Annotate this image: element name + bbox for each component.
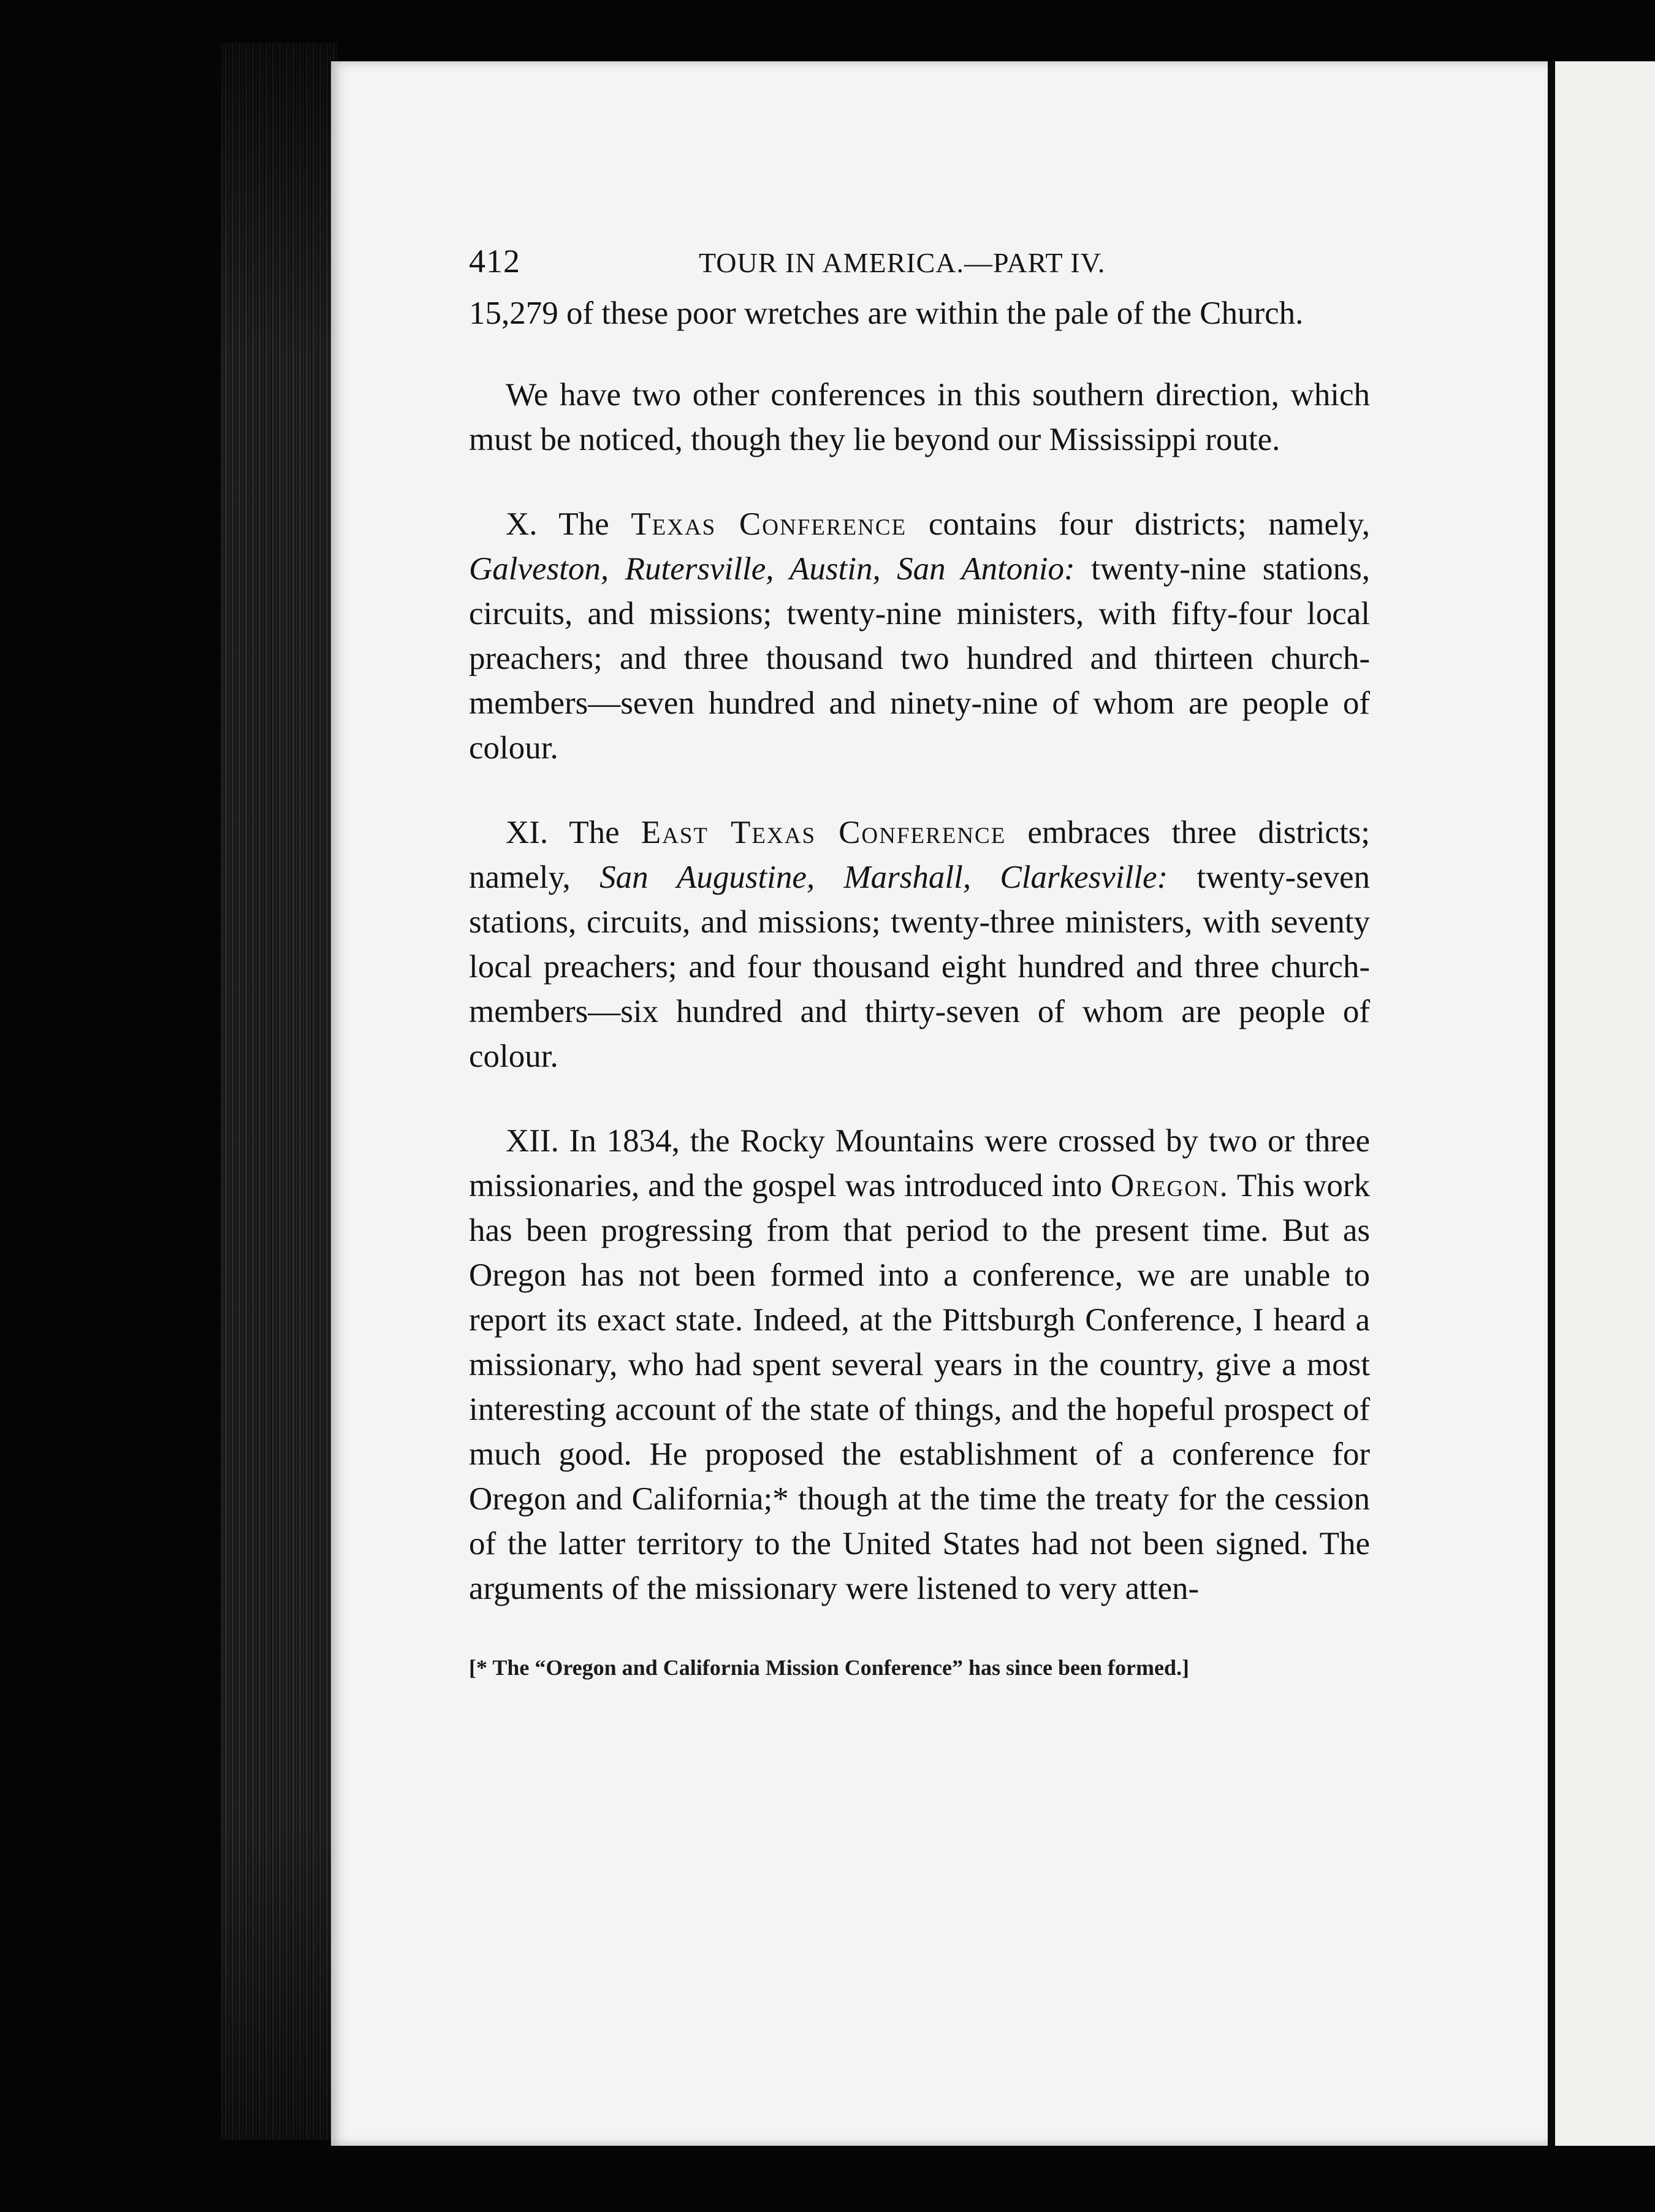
running-title: TOUR IN AMERICA.—PART IV. — [699, 247, 1106, 278]
paragraph-text: XII. In 1834, the Rocky Mountains were crossed by two or three missionaries, and the gospel was introduced into — [469, 1123, 1370, 1203]
paragraph-text: 15,279 of these poor wretches are within the pale of the Church. — [469, 296, 1304, 331]
paragraph-text: We have two other conferences in this southern direction, which must be noticed, though they lie beyond our Mississippi route. — [469, 377, 1370, 457]
running-head — [469, 242, 1370, 291]
conference-name: East Texas Conference — [641, 815, 1006, 850]
page-text-block — [469, 242, 1370, 1684]
paragraph-southern-conferences — [469, 373, 1370, 462]
facing-page-edge — [1555, 61, 1655, 2146]
paragraph-continuation — [469, 291, 1370, 336]
section-numeral: XI. The — [506, 815, 620, 850]
paragraph-text: This work has been progressing from that period to the present time. But as Oregon has not been formed into a conference, we are unable to report its exact state. Indeed, at the Pittsburgh Conference, I heard a missionary, who had spent several years in the country, give a most interesting account of the state of things, and the hopeful prospect of much good. He proposed the establishment of a conference for Oregon and California;* though at the time the treaty for the cession of the latter territory to the United States had not been signed. The arguments of the missionary were listened to very atten- — [469, 1168, 1370, 1606]
paragraph-text: twenty-nine stations, circuits, and missions; twenty-nine ministers, with fifty-four local preachers; and three thousand two hundred and thirteen church-members—seven hundred and ninety-nine of whom are people of colour. — [469, 551, 1370, 766]
paragraph-text: embraces three districts; namely, — [469, 815, 1371, 895]
footnote: [* The “Oregon and California Mission Conference” has since been formed.] — [469, 1655, 1189, 1680]
paragraph-east-texas-conference — [469, 810, 1370, 1079]
conference-name: Texas Conference — [631, 506, 907, 542]
district-list: Galveston, Rutersville, Austin, San Antonio: — [469, 551, 1075, 587]
paragraph-texas-conference — [469, 502, 1370, 771]
region-name: Oregon. — [1110, 1168, 1229, 1203]
paragraph-text: contains four districts; namely, — [928, 506, 1371, 542]
paragraph-text: twenty-seven stations, circuits, and missions; twenty-three ministers, with seventy local preachers; and four thousand eight hundred and three church-members—six hundred and thirty-seven of whom are people of colour. — [469, 860, 1370, 1074]
section-numeral: X. The — [506, 506, 609, 542]
paragraph-oregon — [469, 1119, 1370, 1611]
district-list: San Augustine, Marshall, Clarkesville: — [599, 860, 1168, 895]
book-page-edges — [221, 43, 337, 2140]
book-gutter — [1548, 61, 1555, 2146]
page-number: 412 — [469, 243, 520, 280]
